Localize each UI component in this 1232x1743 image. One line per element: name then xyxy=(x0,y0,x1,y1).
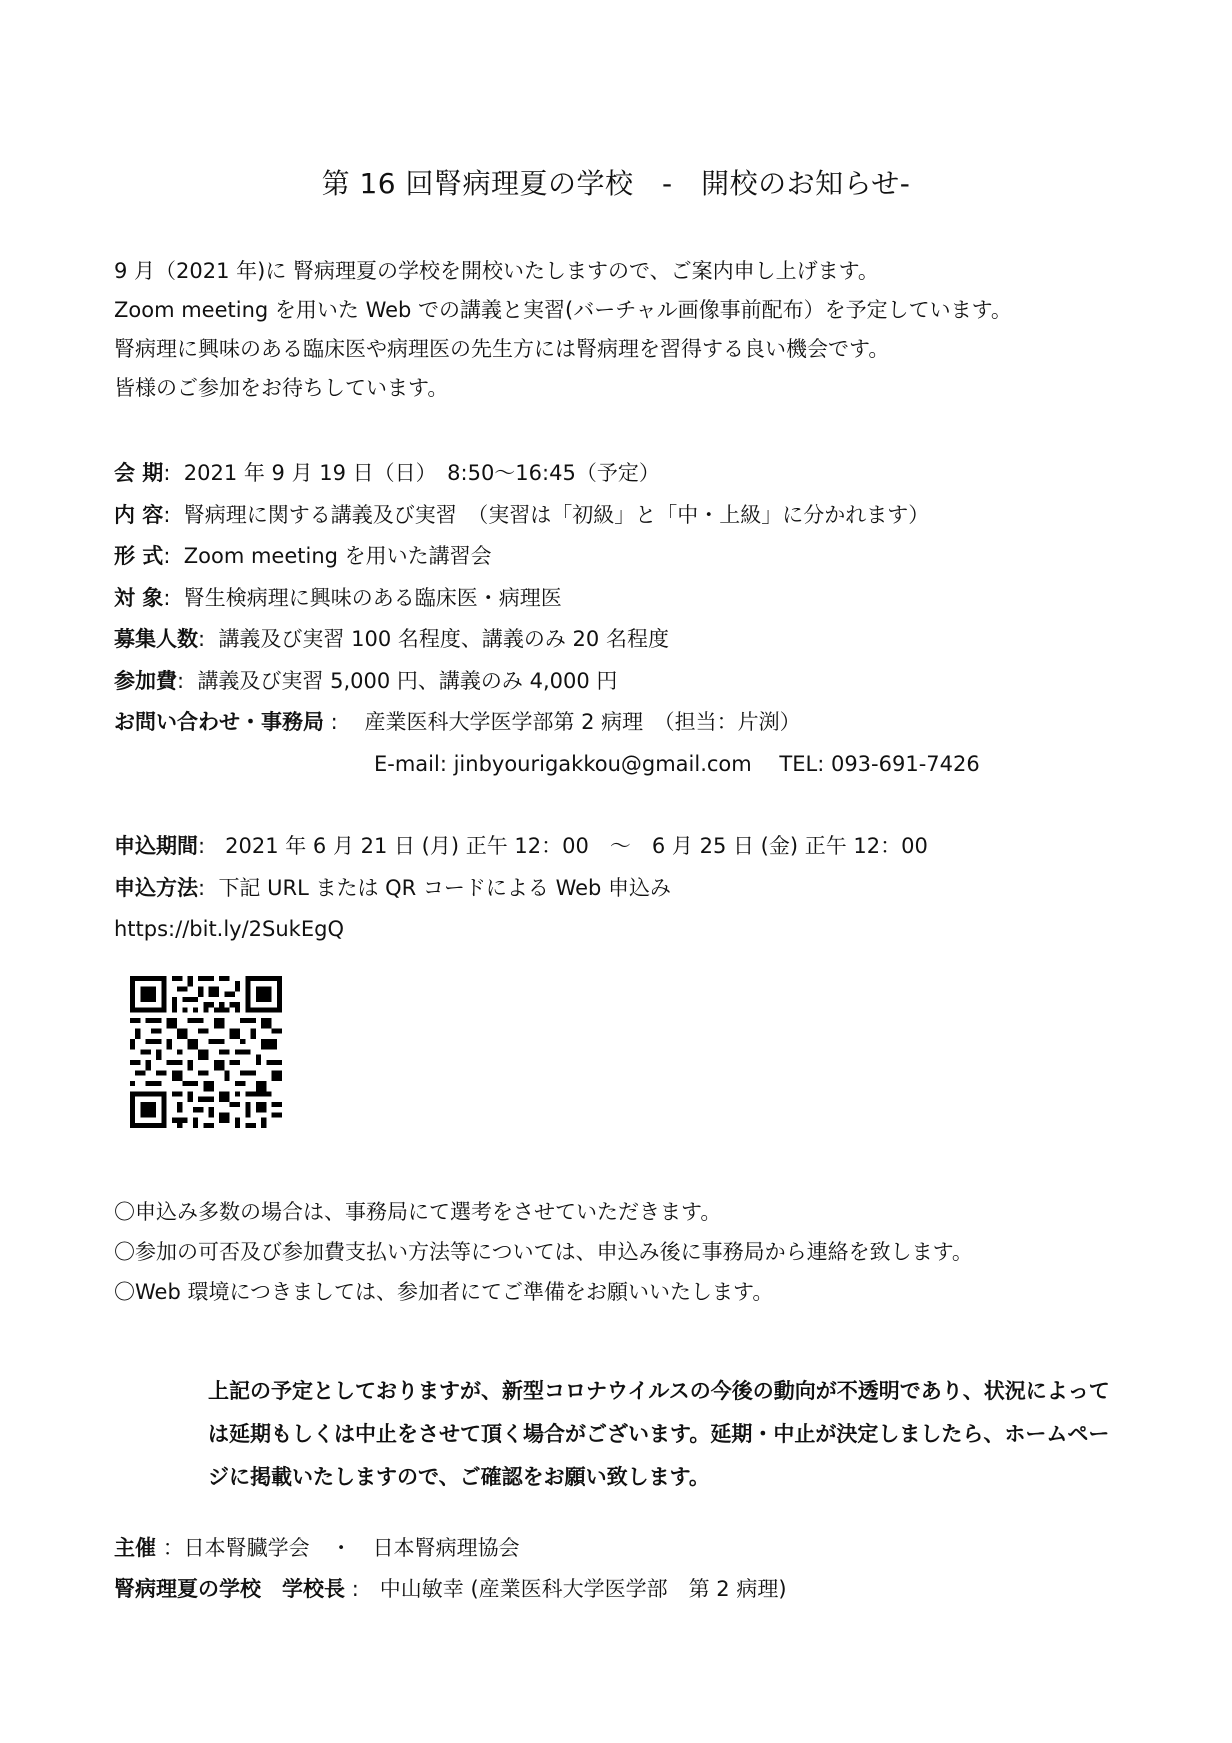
target-row: 対 象: 腎生検病理に興味のある臨床医・病理医 xyxy=(114,585,562,610)
note-item: 〇参加の可否及び参加費支払い方法等については、申込み後に事務局から連絡を致します。 xyxy=(114,1240,973,1264)
capacity-row: 募集人数: 講義及び実習 100 名程度、講義のみ 20 名程度 xyxy=(114,627,669,651)
covid-notice-text: 上記の予定としておりますが、新型コロナウイルスの今後の動向が不透明であり、状況によっては延期もしくは中止をさせて頂く場合がございます。延期・中止が決定しましたら、ホームページに掲載いたしますので、ご確認をお願い致します。 xyxy=(208,1379,1110,1489)
application-section xyxy=(114,826,1154,951)
contact-value: 産業医科大学医学部第 2 病理 （担当：片渕） xyxy=(364,710,801,734)
content-row: 内 容: 腎病理に関する講義及び実習 （実習は「初級」と「中・上級」に分かれます） xyxy=(114,502,930,527)
apply-period-label: 申込期間 xyxy=(114,834,198,858)
fee-value: 講義及び実習 5,000 円、講義のみ 4,000 円 xyxy=(197,668,618,693)
apply-period-value: 2021 年 6 月 21 日 (月) 正午 12：00 ～ 6 月 25 日 (金) 正午 12：00 xyxy=(225,834,928,858)
intro-line: 皆様のご参加をお待ちしています。 xyxy=(114,376,449,400)
fee-label: 参加費 xyxy=(114,668,177,693)
intro-line: 9 月（2021 年)に 腎病理夏の学校を開校いたしますので、ご案内申し上げます。 xyxy=(114,259,879,283)
intro-section xyxy=(114,252,1124,408)
contact-email: E-mail: jinbyourigakkou@gmail.com TEL: 093-691-7426 xyxy=(374,751,980,776)
qr-code-image xyxy=(130,976,282,1128)
principal-value: : 中山敏幸 (産業医科大学医学部 第 2 病理) xyxy=(351,1577,787,1601)
footer-section xyxy=(114,1528,1154,1610)
period-label: 会 期 xyxy=(114,461,164,485)
note-item: 〇Web 環境につきましては、参加者にてご準備をお願いいたします。 xyxy=(114,1280,774,1304)
format-row: 形 式: Zoom meeting を用いた講習会 xyxy=(114,544,492,568)
contact-row: お問い合わせ・事務局 : 産業医科大学医学部第 2 病理 （担当：片渕） xyxy=(114,710,801,734)
contact-label: お問い合わせ・事務局 xyxy=(114,710,324,734)
format-label: 形 式 xyxy=(114,544,164,568)
period-row: 会 期: 2021 年 9 月 19 日（日） 8:50～16:45（予定） xyxy=(114,461,660,485)
target-value: 腎生検病理に興味のある臨床医・病理医 xyxy=(183,585,562,610)
principal-row xyxy=(114,1569,1154,1610)
intro-line: 腎病理に興味のある臨床医や病理医の先生方には腎病理を習得する良い機会です。 xyxy=(114,337,890,361)
target-label: 対 象 xyxy=(114,585,164,610)
apply-method-row: 申込方法: 下記 URL または QR コードによる Web 申込み xyxy=(114,875,672,900)
apply-url-link[interactable]: https://bit.ly/2SukEgQ xyxy=(114,917,344,941)
intro-line: Zoom meeting を用いた Web での講義と実習(バーチャル画像事前配布）を予定しています。 xyxy=(114,298,1012,322)
details-section xyxy=(114,453,1154,785)
organizer-row xyxy=(114,1528,1154,1569)
period-value: 2021 年 9 月 19 日（日） 8:50～16:45（予定） xyxy=(183,461,660,485)
content-value: 腎病理に関する講義及び実習 （実習は「初級」と「中・上級」に分かれます） xyxy=(183,502,930,527)
note-item: 〇申込み多数の場合は、事務局にて選考をさせていただきます。 xyxy=(114,1200,722,1224)
content-label: 内 容 xyxy=(114,502,164,527)
apply-method-label: 申込方法 xyxy=(114,875,198,900)
notes-section xyxy=(114,1192,1154,1312)
capacity-value: 講義及び実習 100 名程度、講義のみ 20 名程度 xyxy=(218,627,669,651)
apply-period-row: 申込期間: 2021 年 6 月 21 日 (月) 正午 12：00 ～ 6 月 25 日 (金) 正午 12：00 xyxy=(114,834,928,858)
qr-code xyxy=(130,976,282,1128)
contact-email-row xyxy=(114,744,1154,786)
fee-row: 参加費: 講義及び実習 5,000 円、講義のみ 4,000 円 xyxy=(114,668,618,693)
page-title: 第 16 回腎病理夏の学校 - 開校のお知らせ- xyxy=(321,167,911,200)
capacity-label: 募集人数 xyxy=(114,627,198,651)
organizer-value: ：日本腎臓学会 ・ 日本腎病理協会 xyxy=(162,1536,520,1560)
format-value: Zoom meeting を用いた講習会 xyxy=(183,544,492,568)
principal-label: 腎病理夏の学校 学校長 xyxy=(114,1577,345,1601)
covid-notice xyxy=(208,1370,1118,1499)
organizer-label: 主催 xyxy=(114,1536,156,1560)
apply-url-row xyxy=(114,909,1154,951)
apply-method-value: 下記 URL または QR コードによる Web 申込み xyxy=(218,875,672,900)
